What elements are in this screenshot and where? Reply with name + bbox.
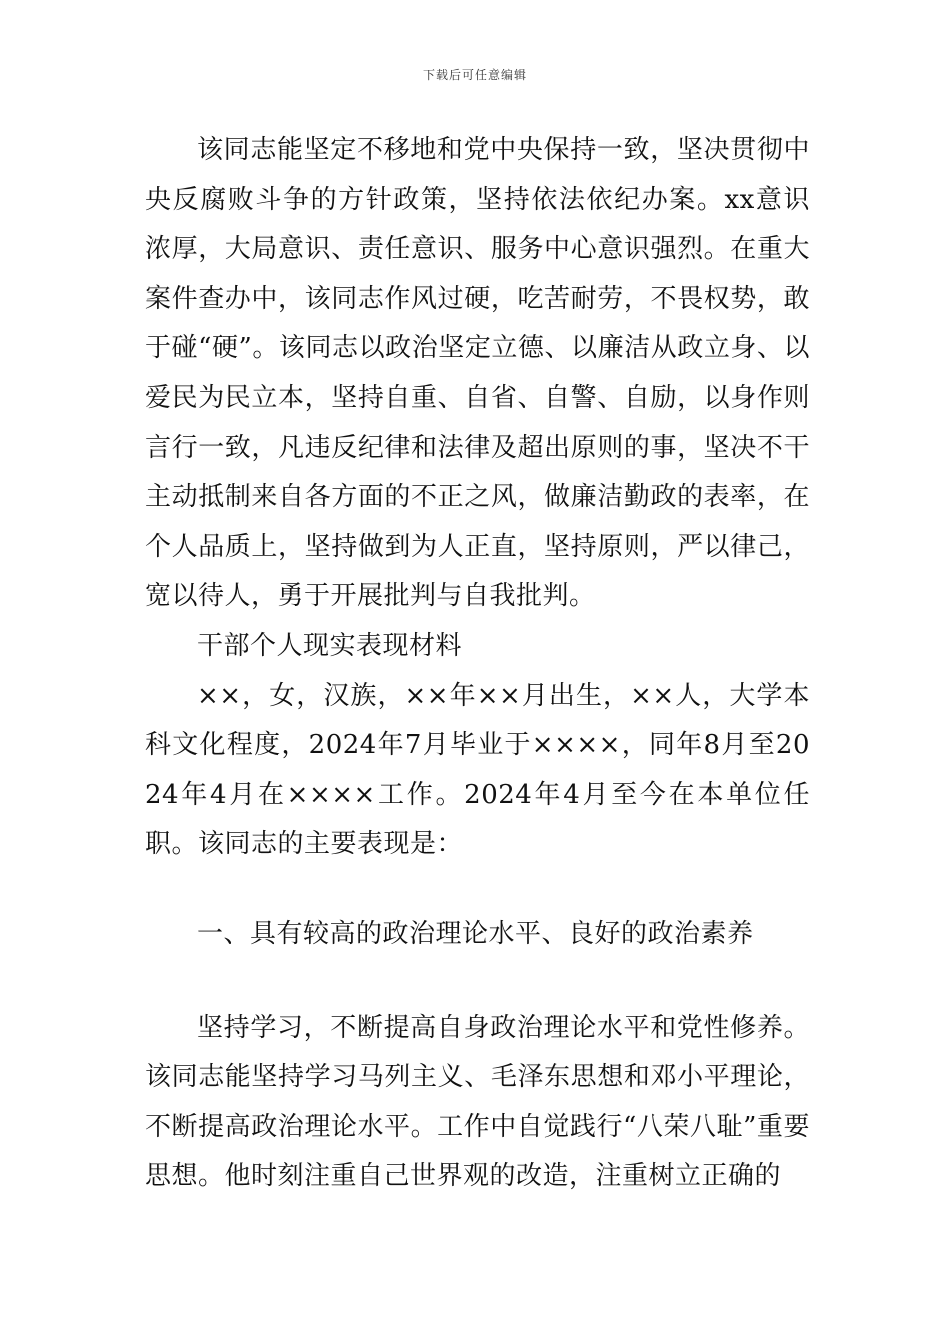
- heading-political-theory: 一、具有较高的政治理论水平、良好的政治素养: [197, 918, 754, 949]
- section-title: 干部个人现实表现材料: [197, 630, 463, 661]
- paragraph-integrity: 该同志能坚定不移地和党中央保持一致，坚决贯彻中央反腐败斗争的方针政策，坚持依法依纪办案。xx意识浓厚，大局意识、责任意识、服务中心意识强烈。在重大案件查办中，该同志作风过硬，吃苦耐劳，不畏权势，敢于碰“硬”。该同志以政治坚定立德、以廉洁从政立身、以爱民为民立本，坚持自重、自省、自警、自励，以身作则言行一致，凡违反纪律和法律及超出原则的事，坚决不干主动抵制来自各方面的不正之风，做廉洁勤政的表率，在个人品质上，坚持做到为人正直，坚持原则，严以律己，宽以待人，勇于开展批判与自我批判。: [145, 135, 810, 612]
- paragraph-study: 坚持学习，不断提高自身政治理论水平和党性修养。该同志能坚持学习马列主义、毛泽东思想和邓小平理论，不断提高政治理论水平。工作中自觉践行“八荣八耻”重要思想。他时刻注重自己世界观的改造，注重树立正确的: [145, 1012, 810, 1192]
- header-note: 下载后可任意编辑: [422, 68, 527, 82]
- document-body: [145, 126, 810, 1202]
- paragraph-profile: ××，女，汉族，××年××月出生，××人，大学本科文化程度，2024年7月毕业于××××，同年8月至2024年4月在××××工作。2024年4月至今在本单位任职。该同志的主要表现是：: [145, 680, 810, 860]
